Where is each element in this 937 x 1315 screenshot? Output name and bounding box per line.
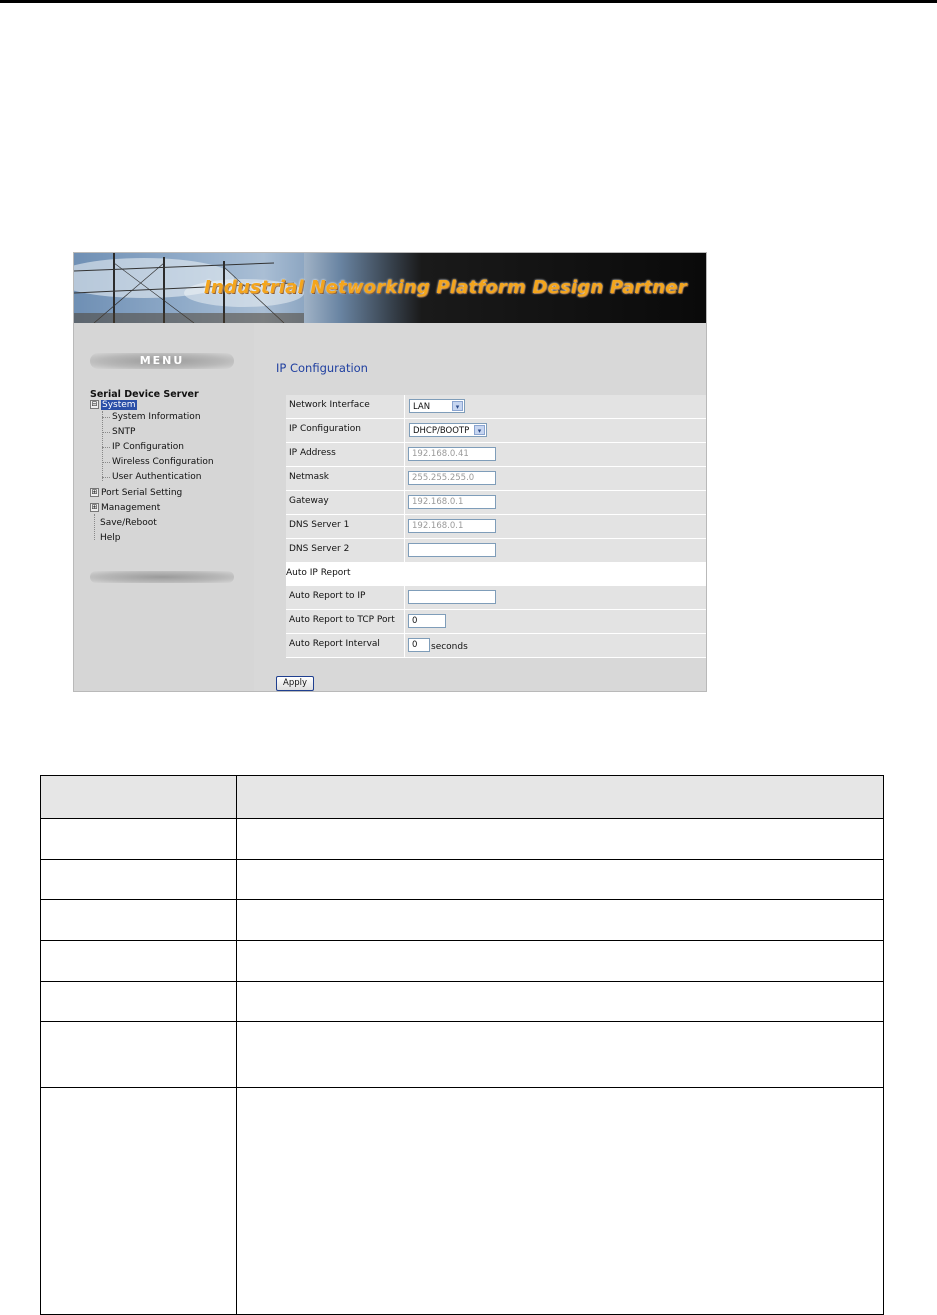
tree-guide [102,447,110,448]
field-value-cell [404,610,707,633]
row-netmask [286,467,706,491]
sidebar-item-label: System [102,400,136,410]
field-label: Auto Report Interval [289,639,380,649]
dns-server-1-input[interactable]: 192.168.0.1 [408,519,496,533]
expand-icon[interactable]: ⊞ [91,488,98,496]
chevron-down-icon[interactable]: ▾ [474,425,485,435]
table-row [41,1022,884,1088]
field-value-cell [404,634,707,657]
table-cell [41,981,237,1022]
interval-unit: seconds [431,642,468,652]
field-label: Auto Report to TCP Port [289,615,395,625]
field-label: Network Interface [289,400,370,410]
table-cell [237,1022,884,1088]
select-value: LAN [413,402,431,412]
gateway-input[interactable]: 192.168.0.1 [408,495,496,509]
table-row [41,900,884,941]
expand-icon[interactable]: ⊞ [91,503,98,511]
row-network-interface [286,395,706,419]
field-value-cell [404,539,707,562]
table-cell [41,940,237,981]
tree-guide [102,432,110,433]
page-top-rule [0,0,937,3]
row-ip-address [286,443,706,467]
auto-report-port-input[interactable]: 0 [408,614,446,628]
sidebar-item-wireless-configuration[interactable]: Wireless Configuration [112,457,214,467]
dns-server-2-input[interactable] [408,543,496,557]
banner-title: Industrial Networking Platform Design Partner [204,277,687,298]
field-value-cell [404,395,707,418]
table-row [41,859,884,900]
field-label: IP Configuration [289,424,361,434]
table-cell [237,776,884,819]
tree-guide [102,411,103,481]
sidebar-item-system-information[interactable]: System Information [112,412,201,422]
field-value-cell [404,515,707,538]
main-content [254,323,706,691]
table-cell [41,1022,237,1088]
sidebar [74,323,254,691]
web-ui-screenshot [73,252,707,692]
field-label: Netmask [289,472,329,482]
header-banner [74,253,706,323]
menu-label: MENU [139,354,185,367]
sidebar-item-save-reboot[interactable]: Save/Reboot [100,518,157,528]
sidebar-item-port-serial-setting[interactable] [90,487,182,499]
chevron-down-icon[interactable]: ▾ [452,401,463,411]
row-dns-server-2 [286,539,706,563]
ip-address-input[interactable]: 192.168.0.41 [408,447,496,461]
table-cell [41,900,237,941]
row-auto-report-port [286,610,706,634]
table-cell [41,776,237,819]
page-title: IP Configuration [276,361,368,375]
sidebar-item-label: Port Serial Setting [101,488,183,498]
sidebar-item-system[interactable] [90,399,137,411]
field-label: Auto Report to IP [289,591,366,601]
table-cell [41,859,237,900]
field-value-cell [404,491,707,514]
ip-configuration-select[interactable] [409,423,487,437]
row-auto-report-interval [286,634,706,658]
field-value-cell [404,586,707,609]
table-cell [237,1088,884,1315]
table-header-row [41,776,884,819]
auto-report-ip-input[interactable] [408,590,496,604]
table-cell [41,1088,237,1315]
sidebar-item-sntp[interactable]: SNTP [112,427,136,437]
field-label: Gateway [289,496,329,506]
section-auto-ip-report [286,563,706,586]
field-value-cell [404,443,707,466]
tree-guide [102,477,110,478]
apply-button[interactable]: Apply [276,676,314,691]
table-cell [237,981,884,1022]
network-interface-select[interactable] [409,399,465,413]
table-cell [237,900,884,941]
table-cell [41,818,237,859]
nav-root: Serial Device Server [90,389,199,400]
table-row [41,981,884,1022]
sidebar-item-label: Management [101,503,161,513]
field-value-cell [404,467,707,490]
table-cell [237,859,884,900]
tree-guide [102,462,110,463]
sidebar-item-ip-configuration[interactable]: IP Configuration [112,442,184,452]
sidebar-item-user-authentication[interactable]: User Authentication [112,472,202,482]
collapse-icon[interactable]: ⊟ [91,400,98,408]
table-row [41,818,884,859]
netmask-input[interactable]: 255.255.255.0 [408,471,496,485]
select-value: DHCP/BOOTP [413,426,470,436]
table-cell [237,818,884,859]
menu-header [90,353,234,369]
row-auto-report-ip [286,586,706,610]
auto-report-interval-input[interactable]: 0 [408,638,430,652]
sidebar-item-management[interactable] [90,502,160,514]
table-row [41,1088,884,1315]
menu-footer-bar [90,571,234,583]
field-label: DNS Server 1 [289,520,350,530]
description-table [40,775,884,1315]
row-gateway [286,491,706,515]
tree-guide [102,417,110,418]
sidebar-item-help[interactable]: Help [100,533,121,543]
tree-guide [94,514,95,540]
table-cell [237,940,884,981]
field-label: IP Address [289,448,336,458]
field-label: DNS Server 2 [289,544,350,554]
section-heading: Auto IP Report [286,568,351,578]
row-ip-configuration [286,419,706,443]
table-row [41,940,884,981]
field-value-cell [404,419,707,442]
row-dns-server-1 [286,515,706,539]
